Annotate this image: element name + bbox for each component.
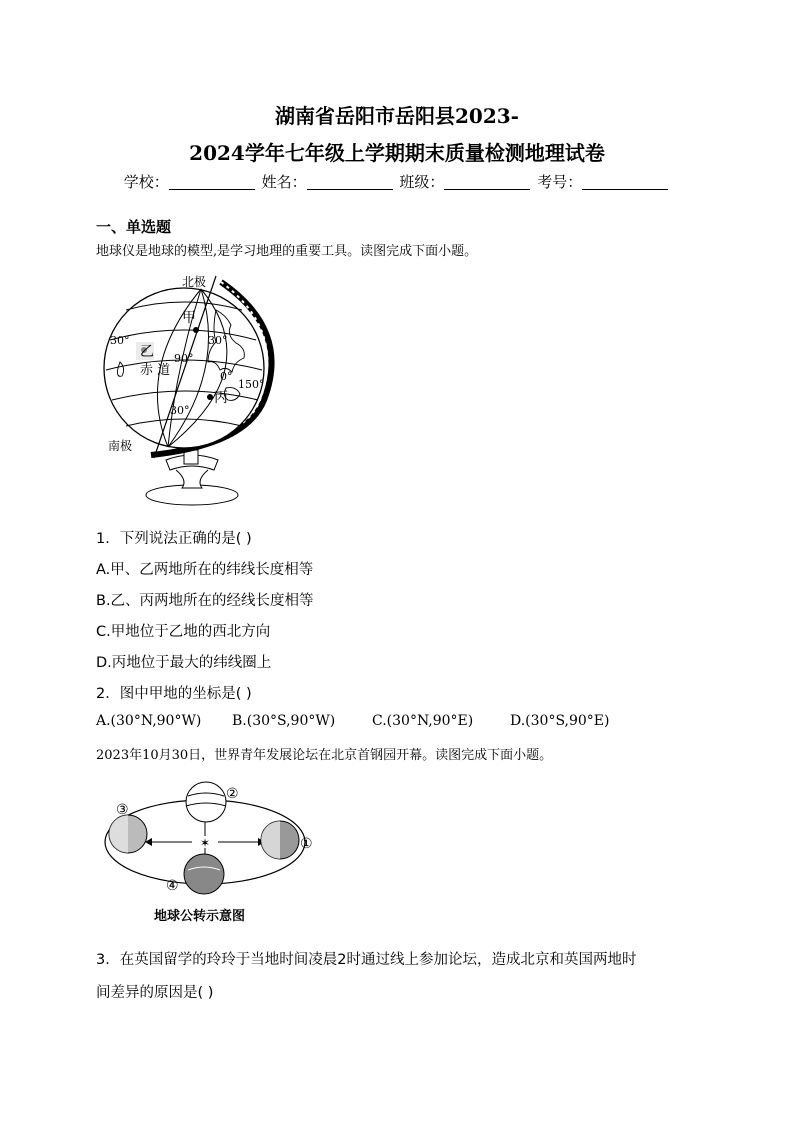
intro-orbit: 2023年10月30日，世界青年发展论坛在北京首钢园开幕。读图完成下面小题。	[96, 748, 553, 763]
orbit-caption: 地球公转示意图	[154, 909, 246, 924]
label-jia: 甲	[182, 310, 196, 326]
class-label: 班级：	[399, 173, 445, 191]
q2-option-c[interactable]: C.(30°N,90°E)	[372, 713, 474, 729]
label-lon-150: 150°	[238, 378, 265, 391]
q1-stem: 1．下列说法正确的是( )	[96, 531, 252, 547]
school-label: 学校：	[123, 173, 169, 191]
label-lat-30s: 30°	[170, 404, 190, 417]
orbit-label-3: ③	[116, 802, 129, 818]
q2-option-a[interactable]: A.(30°N,90°W)	[96, 713, 202, 729]
svg-text:✶: ✶	[200, 836, 211, 850]
q1-option-a[interactable]: A.甲、乙两地所在的纬线长度相等	[96, 562, 314, 578]
orbit-label-4: ④	[166, 878, 179, 894]
q2-stem: 2．图中甲地的坐标是( )	[96, 686, 252, 702]
label-equator: 赤 道	[140, 363, 171, 378]
label-bing: 丙	[214, 390, 228, 406]
orbit-label-1: ①	[300, 836, 313, 852]
q3-stem-line2: 间差异的原因是( )	[96, 985, 214, 1001]
q1-option-d[interactable]: D.丙地位于最大的纬线圈上	[96, 655, 272, 671]
orbit-label-2: ②	[226, 786, 239, 802]
q1-option-b[interactable]: B.乙、丙两地所在的经线长度相等	[96, 593, 314, 609]
q1-option-c[interactable]: C.甲地位于乙地的西北方向	[96, 624, 271, 640]
section-heading: 一、单选题	[96, 218, 172, 236]
label-lat-30n: 30°	[208, 334, 228, 347]
q3-stem-line1: 3．在英国留学的玲玲于当地时间凌晨2时通过线上参加论坛，造成北京和英国两地时	[96, 952, 637, 968]
label-south-pole: 南极	[108, 439, 133, 453]
name-blank[interactable]	[307, 175, 393, 190]
school-blank[interactable]	[169, 175, 255, 190]
student-info-row	[0, 171, 794, 192]
label-lon-0: 0°	[220, 370, 233, 383]
exam-title-line2: 2024学年七年级上学期期末质量检测地理试卷	[189, 141, 605, 165]
name-label: 姓名：	[261, 173, 307, 191]
orbit-figure	[100, 774, 330, 929]
intro-globe: 地球仪是地球的模型,是学习地理的重要工具。读图完成下面小题。	[96, 244, 478, 259]
q2-option-b[interactable]: B.(30°S,90°W)	[232, 713, 336, 729]
class-blank[interactable]	[444, 175, 530, 190]
label-north-pole: 北极	[182, 275, 207, 289]
q2-option-d[interactable]: D.(30°S,90°E)	[510, 713, 610, 729]
label-lon-90: 90°	[174, 352, 194, 365]
exam-number-blank[interactable]	[582, 175, 668, 190]
exam-number-label: 考号：	[537, 173, 583, 191]
exam-title-line1: 湖南省岳阳市岳阳县2023-	[275, 104, 519, 128]
label-yi: 乙	[140, 344, 154, 360]
label-lon-30: 30°	[110, 334, 130, 347]
globe-figure	[96, 270, 286, 510]
